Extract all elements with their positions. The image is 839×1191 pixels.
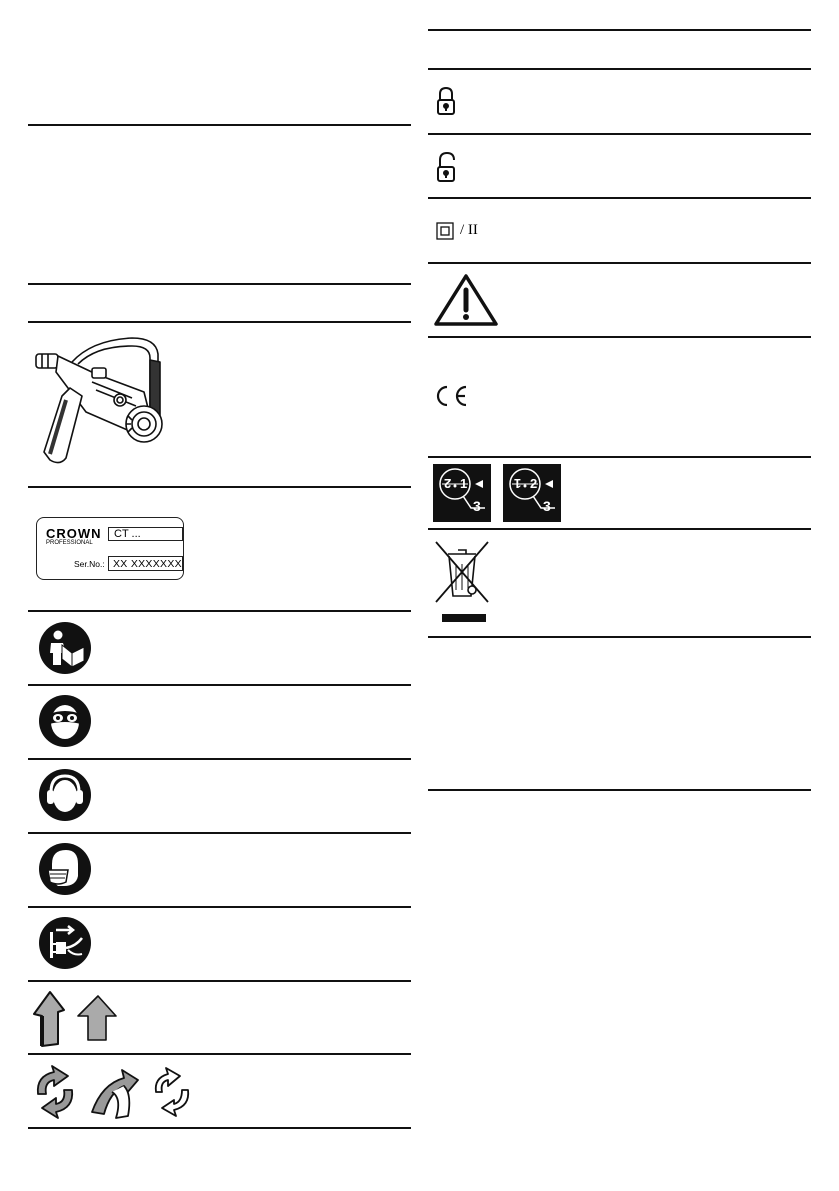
- divider: [428, 133, 811, 135]
- divider: [28, 832, 411, 834]
- divider: [28, 1127, 411, 1129]
- divider: [28, 758, 411, 760]
- class-ii-double-insulation-icon: [436, 222, 454, 240]
- dust-mask-icon: [38, 842, 92, 896]
- gear-left-digit: 2: [444, 476, 452, 491]
- divider: [428, 262, 811, 264]
- brand-subtitle: PROFESSIONAL: [46, 540, 93, 546]
- divider: [28, 283, 411, 285]
- gear-selector-badge: [433, 464, 491, 522]
- divider: [428, 528, 811, 530]
- read-manual-icon: [38, 621, 92, 675]
- divider: [428, 336, 811, 338]
- divider: [428, 29, 811, 31]
- divider: [28, 1053, 411, 1055]
- divider: [428, 68, 811, 70]
- crossed-bin-icon: [432, 538, 492, 626]
- gear-number: 3: [543, 498, 551, 514]
- divider: [428, 197, 811, 199]
- up-arrows-icon: [30, 988, 120, 1048]
- serial-box: [108, 556, 183, 571]
- ce-mark-icon: [434, 384, 470, 408]
- gear-right-digit: 1: [460, 476, 468, 491]
- ear-protection-icon: [38, 768, 92, 822]
- serial-label: Ser.No.:: [74, 559, 105, 569]
- divider: [428, 456, 811, 458]
- lock-open-icon: [436, 151, 460, 183]
- serial-value: XX XXXXXXX: [113, 558, 182, 570]
- class-ii-text: / II: [460, 222, 478, 238]
- gear-selector-badge: [503, 464, 561, 522]
- gear-number: 3: [473, 498, 481, 514]
- power-mixer-illustration: [32, 332, 177, 472]
- lock-closed-icon: [436, 86, 456, 116]
- warning-triangle-icon: [432, 272, 500, 328]
- divider: [28, 486, 411, 488]
- divider: [28, 124, 411, 126]
- divider: [428, 636, 811, 638]
- brand-logo: [46, 528, 102, 547]
- gear-right-digit: 2: [530, 476, 538, 491]
- model-text: CT ...: [114, 528, 141, 540]
- divider: [28, 684, 411, 686]
- nameplate-label: [36, 517, 184, 580]
- divider: [28, 321, 411, 323]
- divider: [28, 980, 411, 982]
- safety-goggles-icon: [38, 694, 92, 748]
- brand-name: CROWN: [46, 526, 102, 541]
- gear-left-digit: 1: [514, 476, 522, 491]
- divider: [28, 906, 411, 908]
- rotation-direction-icon: [32, 1064, 192, 1120]
- divider: [28, 610, 411, 612]
- model-box: [108, 527, 183, 541]
- disconnect-plug-icon: [38, 916, 92, 970]
- divider: [428, 789, 811, 791]
